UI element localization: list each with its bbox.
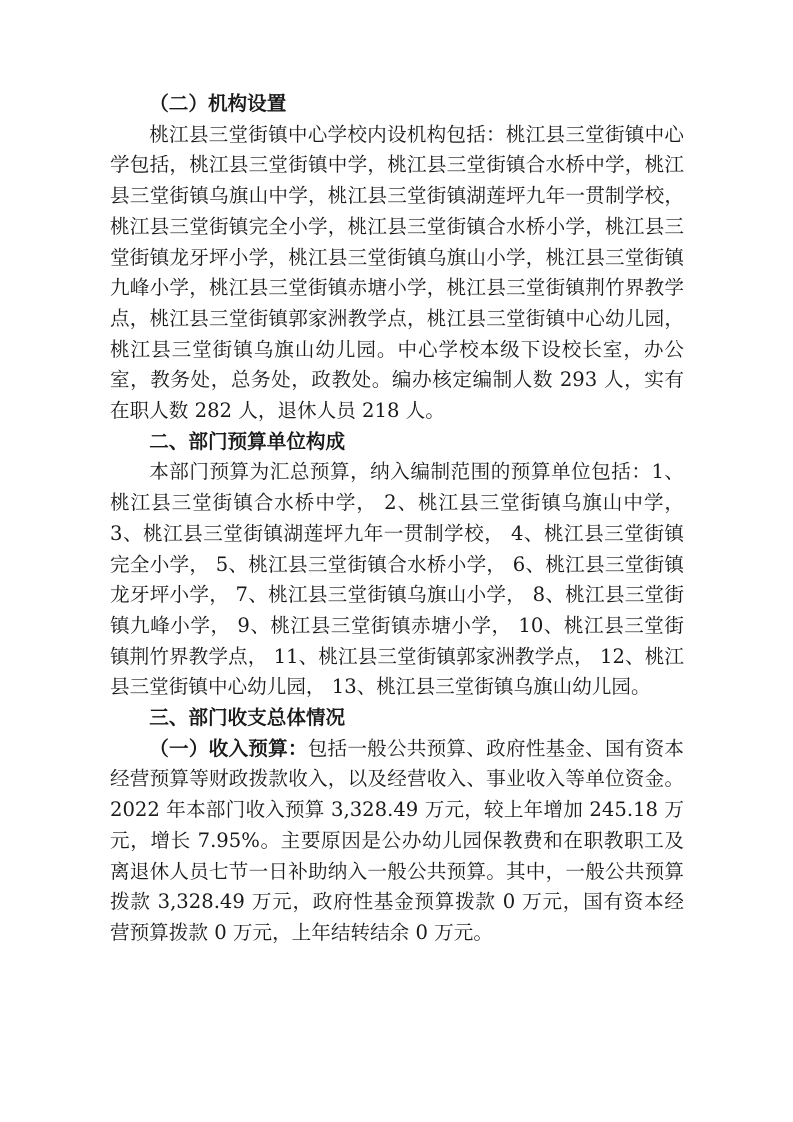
- paragraph-budget-units: 本部门预算为汇总预算，纳入编制范围的预算单位包括：1、桃江县三堂街镇合水桥中学， 2、桃江县三堂街镇乌旗山中学， 3、桃江县三堂街镇湖莲坪九年一贯制学校， 4、桃江县三堂街镇完全小学， 5、桃江县三堂街镇合水桥小学， 6、桃江县三堂街镇龙牙坪小学， 7、桃江县三堂街镇乌旗山小学， 8、桃江县三堂街镇九峰小学， 9、桃江县三堂街镇赤塘小学， 10、桃江县三堂街镇荆竹界教学点， 11、桃江县三堂街镇郭家洲教学点， 12、桃江县三堂街镇中心幼儿园， 13、桃江县三堂街镇乌旗山幼儿园。: [110, 460, 684, 699]
- document-page: [110, 89, 684, 949]
- income-budget-lead: （一）收入预算：: [149, 736, 308, 760]
- paragraph-org-setup: 桃江县三堂街镇中心学校内设机构包括：桃江县三堂街镇中心学包括，桃江县三堂街镇中学，桃江县三堂街镇合水桥中学，桃江县三堂街镇乌旗山中学，桃江县三堂街镇湖莲坪九年一贯制学校，桃江县三堂街镇完全小学，桃江县三堂街镇合水桥小学，桃江县三堂街镇龙牙坪小学，桃江县三堂街镇乌旗山小学，桃江县三堂街镇九峰小学，桃江县三堂街镇赤塘小学，桃江县三堂街镇荆竹界教学点，桃江县三堂街镇郭家洲教学点，桃江县三堂街镇中心幼儿园，桃江县三堂街镇乌旗山幼儿园。中心学校本级下设校长室，办公室，教务处，总务处，政教处。编办核定编制人数 293 人，实有在职人数 282 人，退休人员 218 人。: [110, 122, 684, 423]
- paragraph-income-budget: [110, 734, 684, 949]
- income-budget-text: 包括一般公共预算、政府性基金、国有资本经营预算等财政拨款收入，以及经营收入、事业收入等单位资金。2022 年本部门收入预算 3,328.49 万元，较上年增加 245.18 万元，增长 7.95%。主要原因是公办幼儿园保教费和在职教职工及离退休人员七节一日补助纳入一般公共预算。其中，一般公共预算拨款 3,328.49 万元，政府性基金预算拨款 0 万元，国有资本经营预算拨款 0 万元，上年结转结余 0 万元。: [110, 736, 685, 944]
- section-heading-budget-units: 二、部门预算单位构成: [149, 429, 346, 453]
- section-heading-revenue-expenditure: 三、部门收支总体情况: [149, 706, 346, 730]
- section-heading-org-setup: （二）机构设置: [149, 92, 287, 115]
